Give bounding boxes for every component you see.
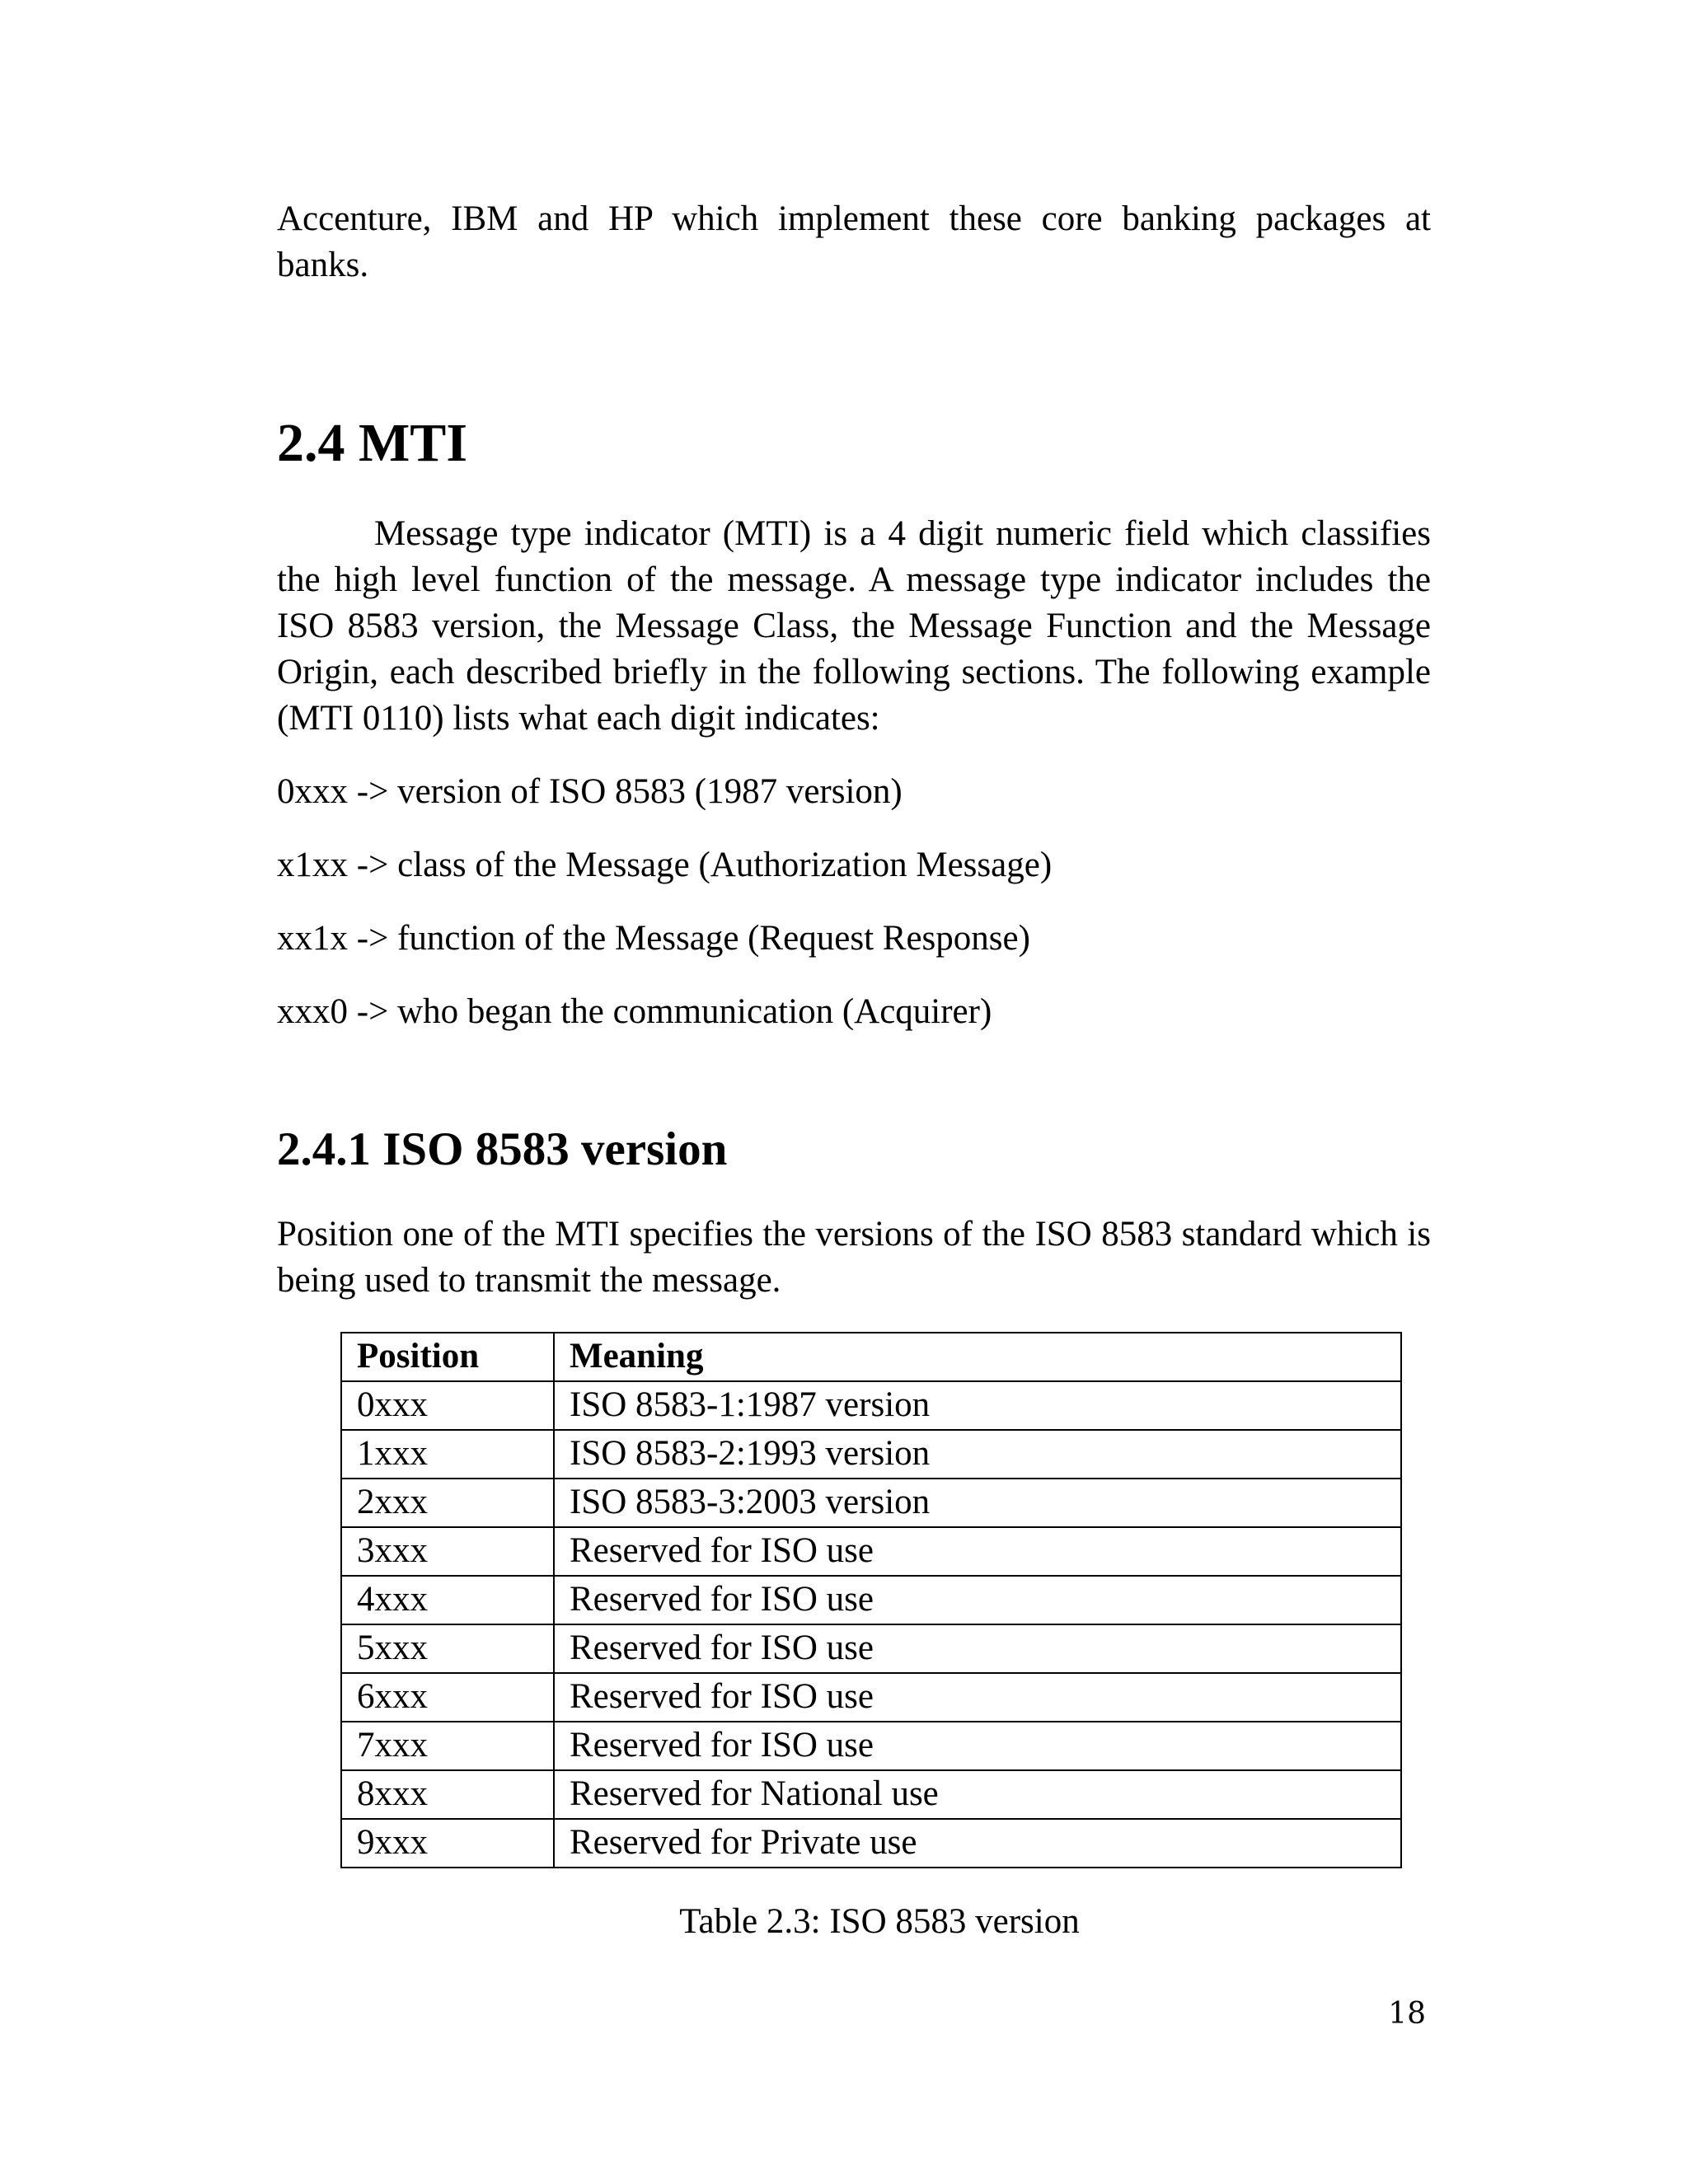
- cell-position: 5xxx: [341, 1624, 554, 1673]
- table-row: [341, 1576, 1401, 1624]
- table-row: [341, 1381, 1401, 1430]
- cell-meaning: Reserved for ISO use: [554, 1722, 1401, 1770]
- table-row: [341, 1624, 1401, 1673]
- cell-position: 7xxx: [341, 1722, 554, 1770]
- cell-position: 9xxx: [341, 1819, 554, 1868]
- intro-line-2: banks.: [277, 246, 369, 284]
- mti-paragraph-block: [277, 511, 1431, 742]
- iso-version-table: [340, 1332, 1402, 1868]
- table-row: [341, 1527, 1401, 1576]
- cell-position: 2xxx: [341, 1479, 554, 1527]
- table-header-row: [341, 1333, 1401, 1381]
- header-position: Position: [341, 1333, 554, 1381]
- cell-meaning: Reserved for Private use: [554, 1819, 1401, 1868]
- table-row: [341, 1770, 1401, 1819]
- cell-position: 8xxx: [341, 1770, 554, 1819]
- table-row: [341, 1479, 1401, 1527]
- cell-meaning: Reserved for ISO use: [554, 1527, 1401, 1576]
- section-heading: 2.4 MTI: [277, 413, 467, 473]
- table-row: [341, 1430, 1401, 1479]
- table-row: [341, 1673, 1401, 1722]
- cell-meaning: Reserved for ISO use: [554, 1576, 1401, 1624]
- table-caption-block: [0, 1899, 1688, 1945]
- table-row: [341, 1722, 1401, 1770]
- cell-position: 0xxx: [341, 1381, 554, 1430]
- cell-position: 4xxx: [341, 1576, 554, 1624]
- header-meaning: Meaning: [554, 1333, 1401, 1381]
- digit-line-class: x1xx -> class of the Message (Authorization Message): [277, 846, 1053, 884]
- table-caption: Table 2.3: ISO 8583 version: [679, 1902, 1080, 1941]
- intro-paragraph: [277, 196, 1431, 288]
- digit-line-version: 0xxx -> version of ISO 8583 (1987 version): [277, 772, 903, 811]
- cell-position: 1xxx: [341, 1430, 554, 1479]
- digit-line-origin: xxx0 -> who began the communication (Acquirer): [277, 992, 992, 1031]
- cell-meaning: Reserved for ISO use: [554, 1624, 1401, 1673]
- version-paragraph: Position one of the MTI specifies the versions of the ISO 8583 standard which is being used to transmit the message.: [277, 1215, 1431, 1300]
- cell-meaning: Reserved for National use: [554, 1770, 1401, 1819]
- cell-position: 6xxx: [341, 1673, 554, 1722]
- digit-line-function: xx1x -> function of the Message (Request Response): [277, 919, 1030, 958]
- version-paragraph-block: [277, 1212, 1431, 1304]
- cell-meaning: ISO 8583-3:2003 version: [554, 1479, 1401, 1527]
- subsection-heading: 2.4.1 ISO 8583 version: [277, 1123, 728, 1175]
- intro-line-1: Accenture, IBM and HP which implement these core banking packages at: [277, 199, 1431, 238]
- page-number: 18: [1388, 1997, 1426, 2031]
- mti-paragraph: Message type indicator (MTI) is a 4 digit numeric field which classifies the high level function of the message. A message type indicator includes the ISO 8583 version, the Message Class, the Message Function and the Message Origin, each described briefly in the following sections. The following example (MTI 0110) lists what each digit indicates:: [277, 514, 1431, 738]
- cell-position: 3xxx: [341, 1527, 554, 1576]
- cell-meaning: Reserved for ISO use: [554, 1673, 1401, 1722]
- table-row: [341, 1819, 1401, 1868]
- cell-meaning: ISO 8583-2:1993 version: [554, 1430, 1401, 1479]
- cell-meaning: ISO 8583-1:1987 version: [554, 1381, 1401, 1430]
